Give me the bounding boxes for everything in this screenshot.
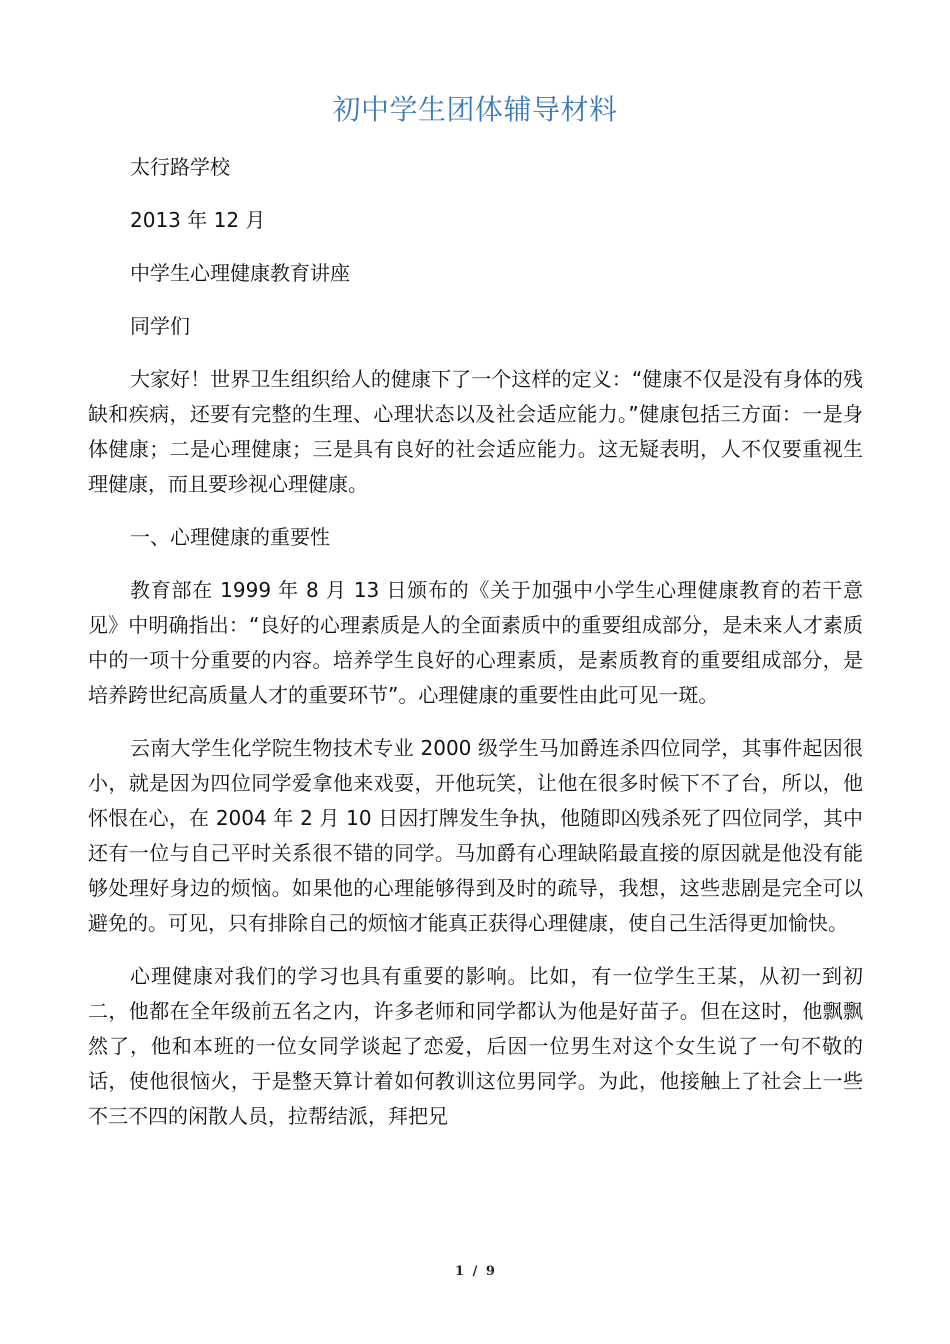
document-body [88, 150, 863, 1152]
paragraph-case-story: 云南大学生化学院生物技术专业 2000 级学生马加爵连杀四位同学，其事件起因很小，就是因为四位同学爱拿他来戏耍，开他玩笑，让他在很多时候下不了台，所以，他怀恨在心，在 2004 年 2 月 10 日因打牌发生争执，他随即凶残杀死了四位同学，其中还有一位与自己平时关系很不错的同学。马加爵有心理缺陷最直接的原因就是他没有能够处理好身边的烦恼。如果他的心理能够得到及时的疏导，我想，这些悲剧是完全可以避免的。可见，只有排除自己的烦恼才能真正获得心理健康，使自己生活得更加愉快。 [88, 736, 863, 935]
paragraph-lecture-title: 中学生心理健康教育讲座 [130, 261, 350, 285]
paragraph-ministry-opinion: 教育部在 1999 年 8 月 13 日颁布的《关于加强中小学生心理健康教育的若干意见》中明确指出：“良好的心理素质是人的全面素质中的重要组成部分，是未来人才素质中的一项十分重要的内容。培养学生良好的心理素质，是素质教育的重要组成部分，是培养跨世纪高质量人才的重要环节”。心理健康的重要性由此可见一斑。 [88, 578, 863, 707]
page-number: 1 / 9 [455, 1264, 495, 1279]
paragraph-school: 太行路学校 [130, 155, 230, 179]
paragraph-greeting: 同学们 [130, 314, 190, 338]
section-heading-importance: 一、心理健康的重要性 [130, 525, 330, 549]
document-title: 初中学生团体辅导材料 [332, 93, 618, 126]
paragraph-study-impact: 心理健康对我们的学习也具有重要的影响。比如，有一位学生王某，从初一到初二，他都在全年级前五名之内，许多老师和同学都认为他是好苗子。但在这时，他飘飘然了，他和本班的一位女同学谈起了恋爱，后因一位男生对这个女生说了一句不敬的话，使他很恼火，于是整天算计着如何教训这位男同学。为此，他接触上了社会上一些不三不四的闲散人员，拉帮结派，拜把兄 [88, 964, 863, 1128]
paragraph-who-definition: 大家好！世界卫生组织给人的健康下了一个这样的定义：“健康不仅是没有身体的残缺和疾病，还要有完整的生理、心理状态以及社会适应能力。”健康包括三方面：一是身体健康；二是心理健康；三是具有良好的社会适应能力。这无疑表明，人不仅要重视生理健康，而且要珍视心理健康。 [88, 367, 863, 496]
paragraph-date: 2013 年 12 月 [130, 208, 266, 232]
